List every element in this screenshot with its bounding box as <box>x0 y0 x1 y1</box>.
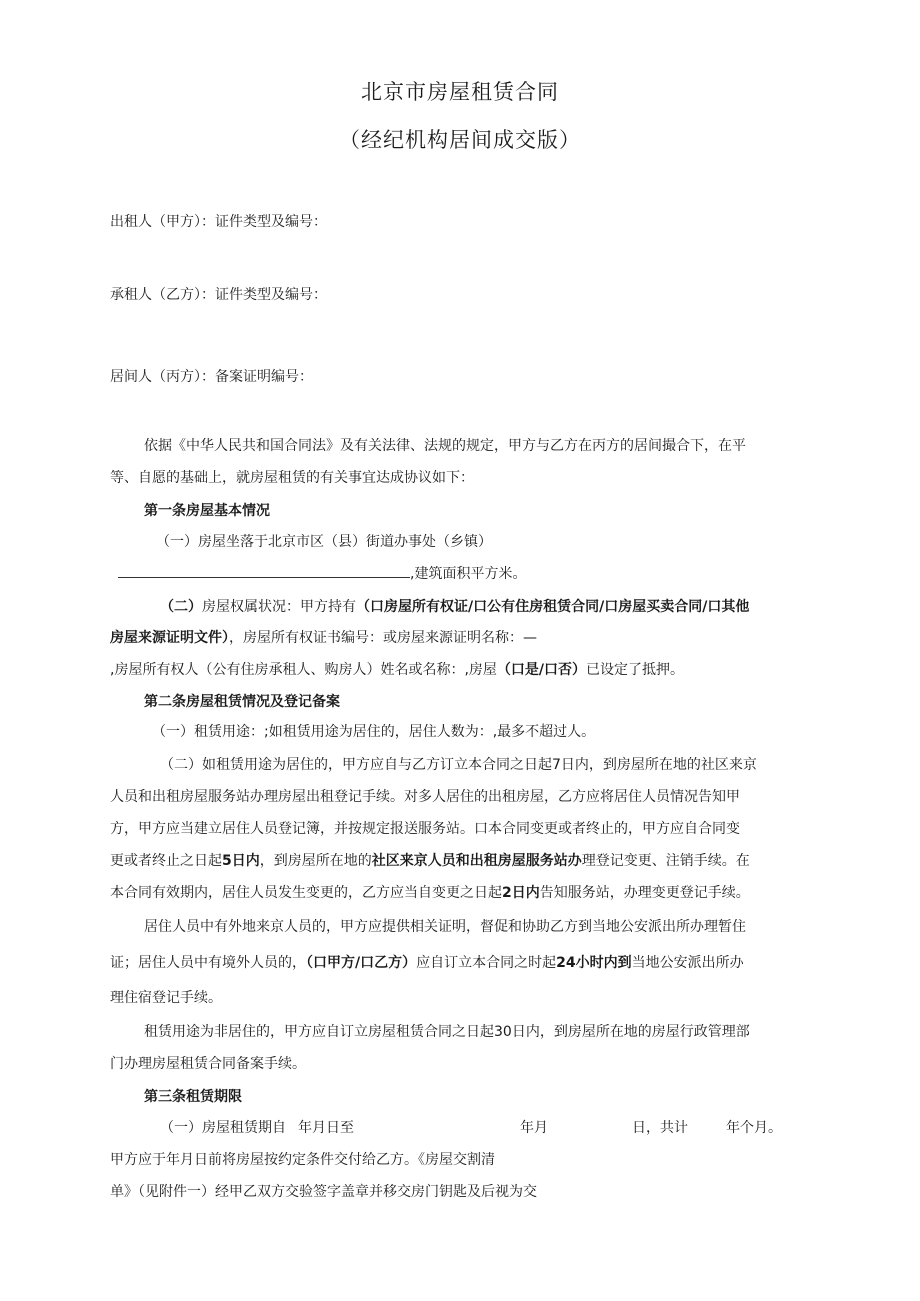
intro-line-2: 等、自愿的基础上，就房屋租赁的有关事宜达成协议如下： <box>110 470 474 486</box>
article-1-item-1: （一）房屋坐落于北京市区（县）街道办事处（乡镇） <box>156 534 492 550</box>
blank-underline <box>118 563 410 578</box>
article-2-item-1: （一）租赁用途：;如租赁用途为居住的，居住人数为：,最多不超过人。 <box>152 724 596 740</box>
article-1-heading: 第一条房屋基本情况 <box>144 503 270 519</box>
article-3-item-1: （一）房屋租赁期自 年月日至 年月 日，共计 年个月。 <box>160 1120 782 1136</box>
article-3-item-1-cont-2: 单》（见附件一）经甲乙双方交验签字盖章并移交房门钥匙及后视为交 <box>110 1184 537 1200</box>
party-b-line: 承租人（乙方）：证件类型及编号： <box>110 287 327 303</box>
article-2-item-2-line-3: 方，甲方应当建立居住人员登记簿，并按规定报送服务站。口本合同变更或者终止的，甲方应自合同变 <box>110 821 740 837</box>
document-title: 北京市房屋租赁合同 <box>361 80 559 104</box>
article-1-item-2-cont: 房屋来源证明文件），房屋所有权证书编号：或房屋来源证明名称：— <box>110 630 537 646</box>
article-2-foreign-line-3: 理住宿登记手续。 <box>110 990 222 1006</box>
article-2-item-2-line-5: 本合同有效期内，居住人员发生变更的，乙方应当自变更之日起2日内告知服务站，办理变更登记手续。 <box>110 885 750 901</box>
article-3-heading: 第三条租赁期限 <box>144 1089 242 1105</box>
article-1-item-1-cont: ,建筑面积平方米。 <box>118 563 818 584</box>
article-2-heading: 第二条房屋租赁情况及登记备案 <box>144 694 340 710</box>
article-2-foreign-line-1: 居住人员中有外地来京人员的，甲方应提供相关证明，督促和协助乙方到当地公安派出所办理暂住 <box>144 919 746 935</box>
article-2-foreign-line-2: 证；居住人员中有境外人员的，（口甲方/口乙方）应自订立本合同之时起24小时内到当地公安派出所办 <box>110 955 744 971</box>
article-1-item-2-owner: ,房屋所有权人（公有住房承租人、购房人）姓名或名称：,房屋（口是/口否）已设定了抵押。 <box>110 662 685 678</box>
article-2-nonresidential-line-1: 租赁用途为非居住的，甲方应自订立房屋租赁合同之日起30日内，到房屋所在地的房屋行政管理部 <box>144 1024 750 1040</box>
document-subtitle: （经纪机构居间成交版） <box>339 128 581 152</box>
article-1-item-2: （二）房屋权属状况：甲方持有（口房屋所有权证/口公有住房租赁合同/口房屋买卖合同/口其他 <box>160 599 750 615</box>
article-2-item-2-line-1: （二）如租赁用途为居住的，甲方应自与乙方订立本合同之日起7日内，到房屋所在地的社区来京 <box>160 757 757 773</box>
intro-line-1: 依据《中华人民共和国合同法》及有关法律、法规的规定，甲方与乙方在丙方的居间撮合下，在平 <box>144 438 746 454</box>
article-2-item-2-line-2: 人员和出租房屋服务站办理房屋出租登记手续。对多人居住的出租房屋，乙方应将居住人员情况告知甲 <box>110 789 740 805</box>
article-3-item-1-cont: 甲方应于年月日前将房屋按约定条件交付给乙方。《房屋交割清 <box>110 1152 495 1168</box>
article-2-item-2-line-4: 更或者终止之日起5日内，到房屋所在地的社区来京人员和出租房屋服务站办理登记变更、注销手续。在 <box>110 853 750 869</box>
party-c-line: 居间人（丙方）：备案证明编号： <box>110 369 313 385</box>
party-a-line: 出租人（甲方）：证件类型及编号： <box>110 214 327 230</box>
article-2-nonresidential-line-2: 门办理房屋租赁合同备案手续。 <box>110 1056 306 1072</box>
